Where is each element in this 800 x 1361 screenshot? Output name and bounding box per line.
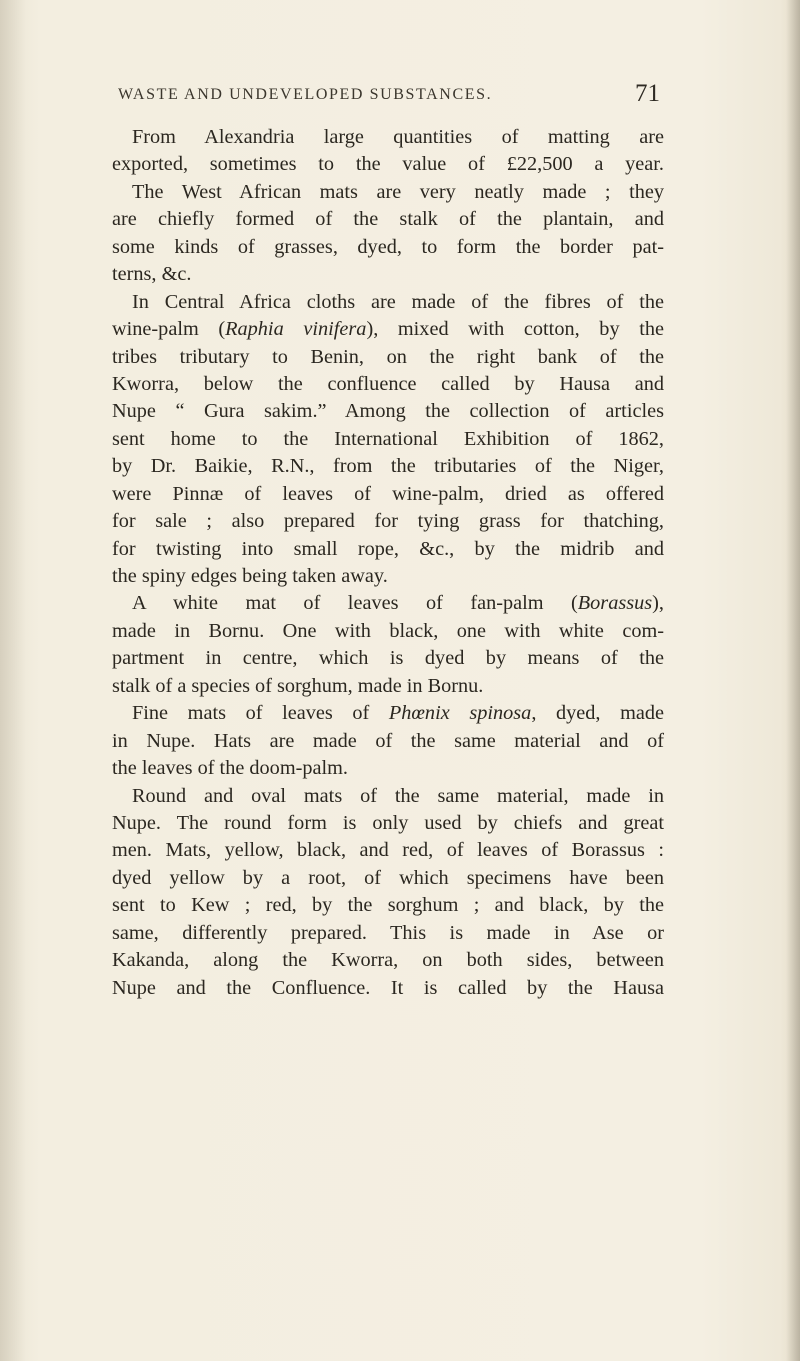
text-line: Nupe “ Gura sakim.” Among the collection of articles [112, 400, 664, 423]
page-number: 71 [635, 80, 660, 107]
text-line [112, 700, 664, 727]
text-line: are chiefly formed of the stalk of the plantain, and [112, 208, 664, 231]
text-line: sent to Kew ; red, by the sorghum ; and black, by the [112, 894, 664, 917]
text-line: Round and oval mats of the same material, made in [132, 784, 664, 807]
text-line: Nupe. The round form is only used by chiefs and great [112, 811, 664, 834]
text-line: for sale ; also prepared for tying grass for thatching, [112, 510, 664, 533]
text-line: Kworra, below the confluence called by Hausa and [112, 372, 664, 395]
text-line: in Nupe. Hats are made of the same material and of [112, 729, 664, 752]
text-line: for twisting into small rope, &c., by the midrib and [112, 537, 664, 560]
italic-species-name: Raphia vinifera [225, 318, 367, 341]
text-line: From Alexandria large quantities of matting are [132, 126, 664, 148]
text-line: the leaves of the doom-palm. [112, 757, 348, 780]
text-line: dyed yellow by a root, of which specimens have been [112, 866, 664, 889]
text-fragment: wine-palm ( [112, 318, 226, 341]
text-line: terns, &c. [112, 263, 192, 286]
text-fragment: Fine mats of leaves of [132, 702, 389, 725]
text-line: In Central Africa cloths are made of the fibres of the [132, 290, 664, 313]
text-line: were Pinnæ of leaves of wine-palm, dried as offered [112, 482, 664, 505]
page-edge-shadow [786, 0, 800, 1361]
text-fragment: ), [652, 592, 664, 615]
text-line: some kinds of grasses, dyed, to form the border pat- [112, 235, 664, 258]
body-text [112, 124, 664, 1002]
text-fragment: ), mixed with cotton, by the [366, 318, 664, 341]
text-line: partment in centre, which is dyed by means of the [112, 647, 664, 670]
text-line [112, 316, 664, 343]
italic-species-name: Borassus [577, 592, 653, 615]
text-line: the spiny edges being taken away. [112, 565, 388, 587]
text-line: stalk of a species of sorghum, made in Bornu. [112, 674, 484, 697]
text-line: exported, sometimes to the value of £22,500 a year. [112, 153, 664, 176]
italic-species-name: Phœnix spinosa [388, 702, 532, 725]
text-line: Kakanda, along the Kworra, on both sides, between [112, 949, 664, 972]
text-line: Nupe and the Confluence. It is called by the Hausa [112, 976, 664, 999]
text-line: same, differently prepared. This is made in Ase or [112, 921, 664, 944]
text-line: made in Bornu. One with black, one with white com- [112, 619, 664, 642]
text-line: men. Mats, yellow, black, and red, of leaves of Borassus : [112, 839, 664, 862]
text-line: by Dr. Baikie, R.N., from the tributaries of the Niger, [112, 455, 664, 478]
text-fragment: , dyed, made [531, 702, 665, 725]
text-fragment: A white mat of leaves of fan-palm ( [132, 592, 578, 615]
page-header [118, 80, 660, 114]
page-gutter-shadow [0, 0, 26, 1361]
text-line [112, 590, 664, 617]
text-line: tribes tributary to Benin, on the right bank of the [112, 345, 664, 368]
running-head: WASTE AND UNDEVELOPED SUBSTANCES. [118, 86, 493, 103]
text-line: sent home to the International Exhibition of 1862, [112, 427, 664, 450]
text-line: The West African mats are very neatly made ; they [132, 180, 664, 203]
